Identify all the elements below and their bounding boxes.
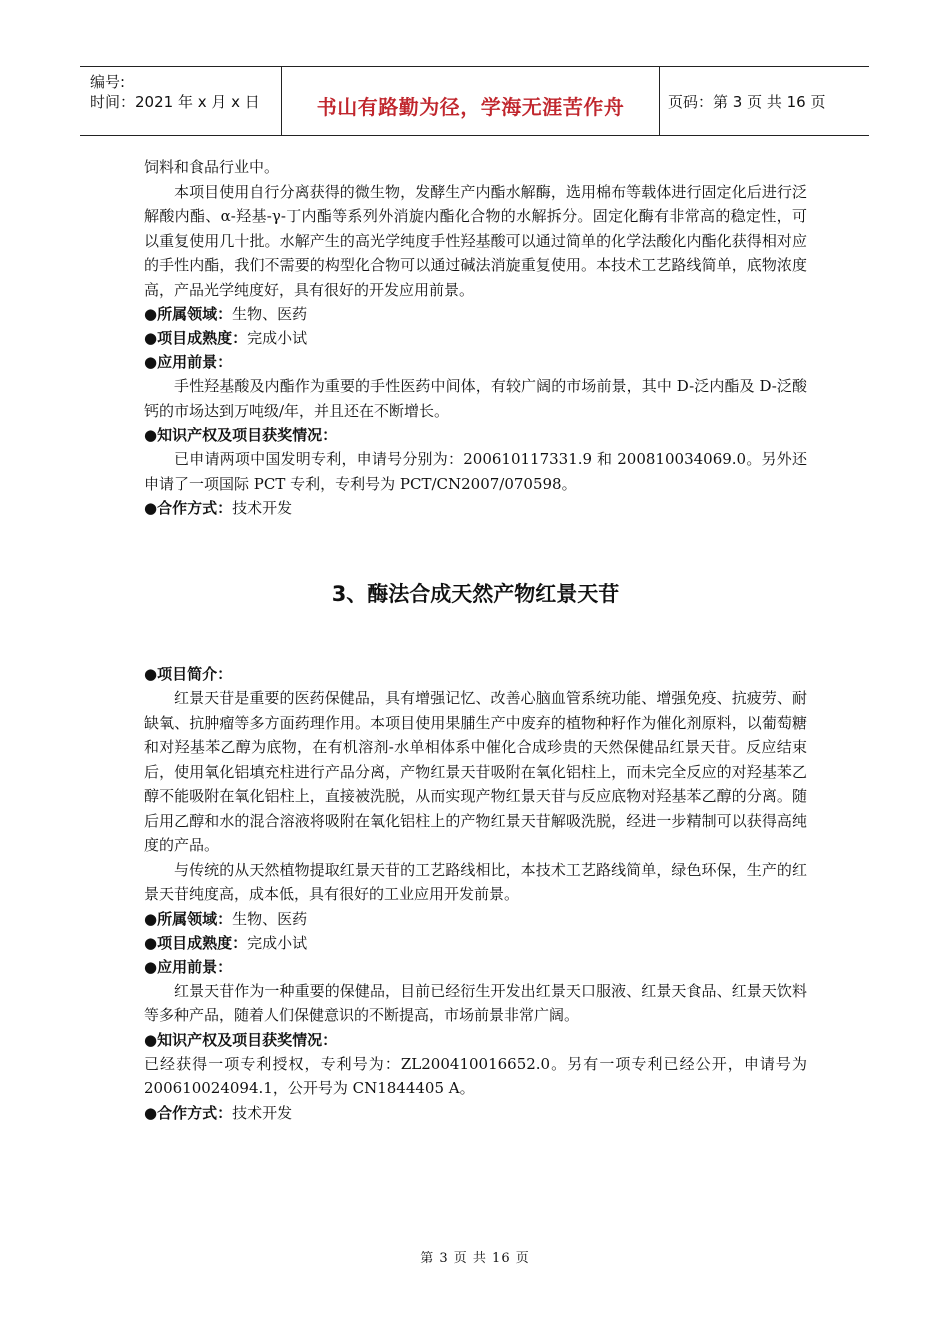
document-date-label: 时间：2021 年 x 月 x 日 (90, 93, 260, 111)
project3-ip-label: ●知识产权及项目获奖情况： (144, 1030, 338, 1049)
project3-intro-row (144, 662, 807, 686)
project2-tail-line: 饲料和食品行业中。 (144, 158, 280, 176)
project3-field-row (144, 907, 807, 931)
project2-ip-label: ●知识产权及项目获奖情况： (144, 426, 338, 444)
project2-field-value: 生物、医药 (232, 305, 308, 323)
project3-intro-paragraph-1: 红景天苷是重要的医药保健品，具有增强记忆、改善心脑血管系统功能、增强免疫、抗疲劳、耐缺氧、抗肿瘤等多方面药理作用。本项目使用果脯生产中废弃的植物种籽作为催化剂原料，以葡萄糖和对羟基苯乙醇为底物，在有机溶剂-水单相体系中催化合成珍贵的天然保健品红景天苷。反应结束后，使用氧化铝填充柱进行产品分离，产物红景天苷吸附在氧化铝柱上，而未完全反应的对羟基苯乙醇不能吸附在氧化铝柱上，直接被洗脱，从而实现产物红景天苷与反应底物对羟基苯乙醇的分离。随后用乙醇和水的混合溶液将吸附在氧化铝柱上的产物红景天苷解吸洗脱，经进一步精制可以获得高纯度的产品。 (144, 689, 807, 854)
project2-description: 本项目使用自行分离获得的微生物，发酵生产内酯水解酶，选用棉布等载体进行固定化后进行泛解酸内酯、α-羟基-γ-丁内酯等系列外消旋内酯化合物的水解拆分。固定化酶有非常高的稳定性，可以重复使用几十批。水解产生的高光学纯度手性羟基酸可以通过简单的化学法酸化内酯化获得相对应的手性内酯，我们不需要的构型化合物可以通过碱法消旋重复使用。本技术工艺路线简单，底物浓度高，产品光学纯度好，具有很好的开发应用前景。 (144, 182, 807, 299)
page-body (144, 155, 807, 1125)
document-code-label: 编号: (90, 73, 126, 91)
project2-coop-label: ●合作方式： (144, 499, 233, 517)
project3-coop-label: ●合作方式： (144, 1103, 233, 1122)
project2-field-label: ●所属领域： (144, 305, 233, 323)
project2-prospect-text: 手性羟基酸及内酯作为重要的手性医药中间体，有较广阔的市场前景，其中 D-泛内酯及 D-泛酸钙的市场达到万吨级/年，并且还在不断增长。 (144, 377, 807, 420)
project2-prospect-label: ●应用前景： (144, 353, 233, 371)
header-slogan-cell (282, 67, 660, 135)
header-page-cell (660, 67, 869, 135)
project3-field-value: 生物、医药 (232, 909, 308, 928)
project2-maturity-value: 完成小试 (247, 329, 308, 347)
project2-coop-value: 技术开发 (232, 499, 293, 517)
project2-ip-row (144, 423, 807, 447)
project3-ip-row (144, 1028, 807, 1052)
project3-coop-row (144, 1101, 807, 1125)
project3-prospect-label: ●应用前景： (144, 957, 233, 976)
header-slogan: 书山有路勤为径，学海无涯苦作舟 (316, 94, 625, 119)
project3-intro-paragraph-2: 与传统的从天然植物提取红景天苷的工艺路线相比，本技术工艺路线简单，绿色环保，生产的红景天苷纯度高，成本低，具有很好的工业应用开发前景。 (144, 860, 807, 903)
project2-field-row (144, 302, 807, 326)
section-title-project3: 3、酶法合成天然产物红景天苷 (331, 582, 620, 606)
project2-prospect-row (144, 350, 807, 374)
page-header (80, 66, 869, 136)
project3-field-label: ●所属领域： (144, 909, 233, 928)
project3-ip-text: 已经获得一项专利授权，专利号为：ZL200410016652.0。另有一项专利已经公开，申请号为 200610024094.1，公开号为 CN1844405 A。 (144, 1054, 807, 1097)
header-meta-cell (80, 67, 282, 135)
project3-prospect-row (144, 955, 807, 979)
page-footer: 第 3 页 共 16 页 (420, 1251, 530, 1266)
project2-ip-text: 已申请两项中国发明专利，申请号分别为：200610117331.9 和 200810034069.0。另外还申请了一项国际 PCT 专利，专利号为 PCT/CN2007/070598。 (144, 450, 807, 493)
project2-maturity-label: ●项目成熟度： (144, 329, 248, 347)
project3-intro-label: ●项目简介： (144, 665, 233, 683)
header-page-number: 页码：第 3 页 共 16 页 (668, 92, 826, 111)
project2-coop-row (144, 496, 807, 520)
project3-maturity-row (144, 931, 807, 955)
project2-maturity-row (144, 326, 807, 350)
project3-maturity-label: ●项目成熟度： (144, 933, 248, 952)
project3-coop-value: 技术开发 (232, 1103, 293, 1122)
project3-prospect-text: 红景天苷作为一种重要的保健品，目前已经衍生开发出红景天口服液、红景天食品、红景天饮料等多种产品，随着人们保健意识的不断提高，市场前景非常广阔。 (144, 981, 807, 1024)
project3-maturity-value: 完成小试 (247, 933, 308, 952)
